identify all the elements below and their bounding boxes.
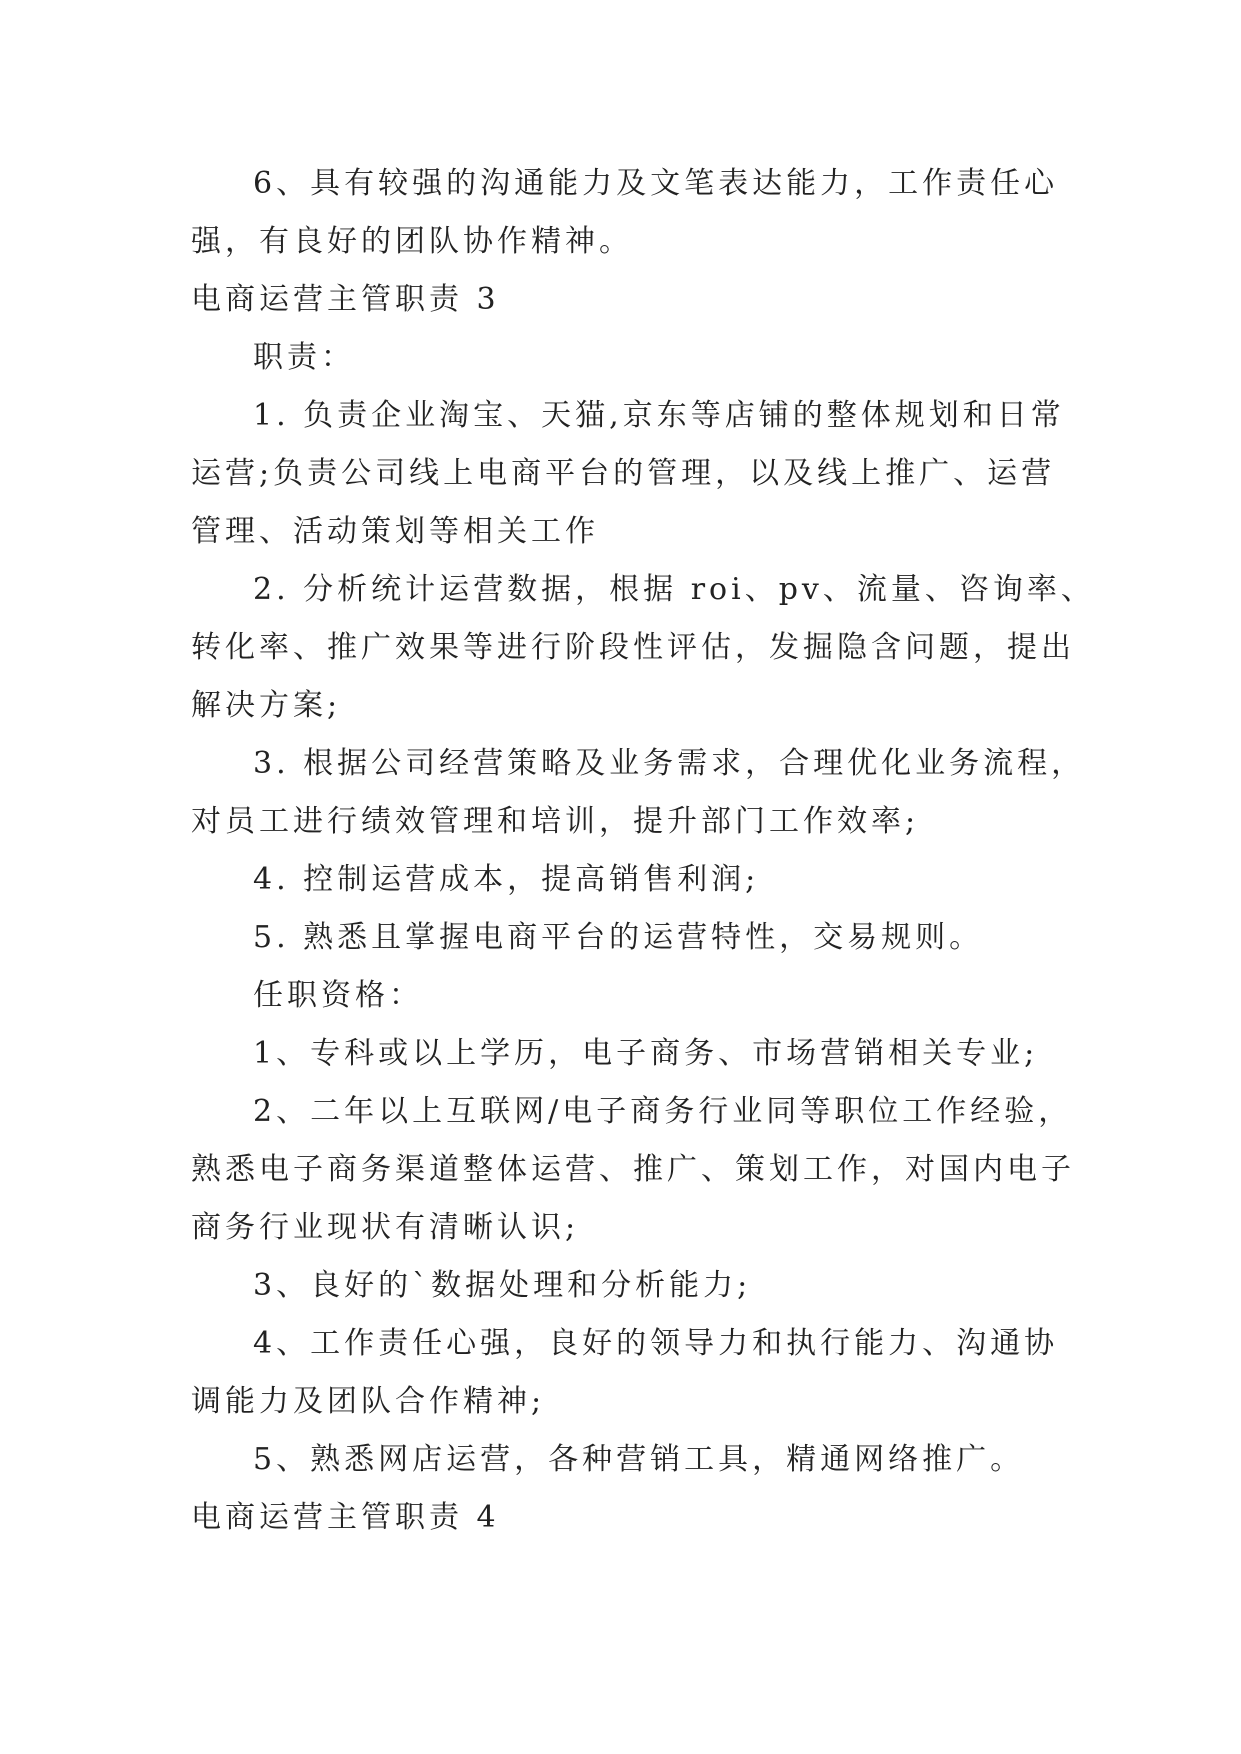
subheading: 职责： [253, 340, 355, 375]
paragraph-line: 2. 分析统计运营数据，根据 roi、pv、流量、咨询率、 [253, 572, 1095, 607]
paragraph-line: 6、具有较强的沟通能力及文笔表达能力，工作责任心 [253, 166, 1059, 201]
paragraph-line: 4、工作责任心强，良好的领导力和执行能力、沟通协 [253, 1326, 1059, 1361]
paragraph-line: 2、二年以上互联网/电子商务行业同等职位工作经验， [253, 1094, 1073, 1129]
paragraph-line: 强，有良好的团队协作精神。 [191, 224, 633, 259]
paragraph-line: 调能力及团队合作精神; [191, 1384, 546, 1419]
paragraph-line: 解决方案; [191, 688, 342, 723]
paragraph-line: 1、专科或以上学历，电子商务、市场营销相关专业; [253, 1036, 1039, 1071]
paragraph-line: 转化率、推广效果等进行阶段性评估，发掘隐含问题，提出 [191, 630, 1075, 665]
paragraph-line: 对员工进行绩效管理和培训，提升部门工作效率; [191, 804, 920, 839]
paragraph-line: 5、熟悉网店运营，各种营销工具，精通网络推广。 [253, 1442, 1025, 1477]
section-heading: 电商运营主管职责 4 [191, 1500, 500, 1535]
paragraph-line: 1. 负责企业淘宝、天猫,京东等店铺的整体规划和日常 [253, 398, 1065, 433]
paragraph-line: 3、良好的`数据处理和分析能力; [253, 1268, 752, 1303]
paragraph-line: 5. 熟悉且掌握电商平台的运营特性，交易规则。 [253, 920, 984, 955]
paragraph-line: 管理、活动策划等相关工作 [191, 514, 599, 549]
paragraph-line: 4. 控制运营成本，提高销售利润; [253, 862, 760, 897]
subheading: 任职资格： [253, 978, 423, 1013]
section-heading: 电商运营主管职责 3 [191, 282, 500, 317]
paragraph-line: 运营;负责公司线上电商平台的管理，以及线上推广、运营 [191, 456, 1056, 491]
paragraph-line: 3. 根据公司经营策略及业务需求，合理优化业务流程， [253, 746, 1086, 781]
paragraph-line: 商务行业现状有清晰认识; [191, 1210, 580, 1245]
paragraph-line: 熟悉电子商务渠道整体运营、推广、策划工作，对国内电子 [191, 1152, 1075, 1187]
